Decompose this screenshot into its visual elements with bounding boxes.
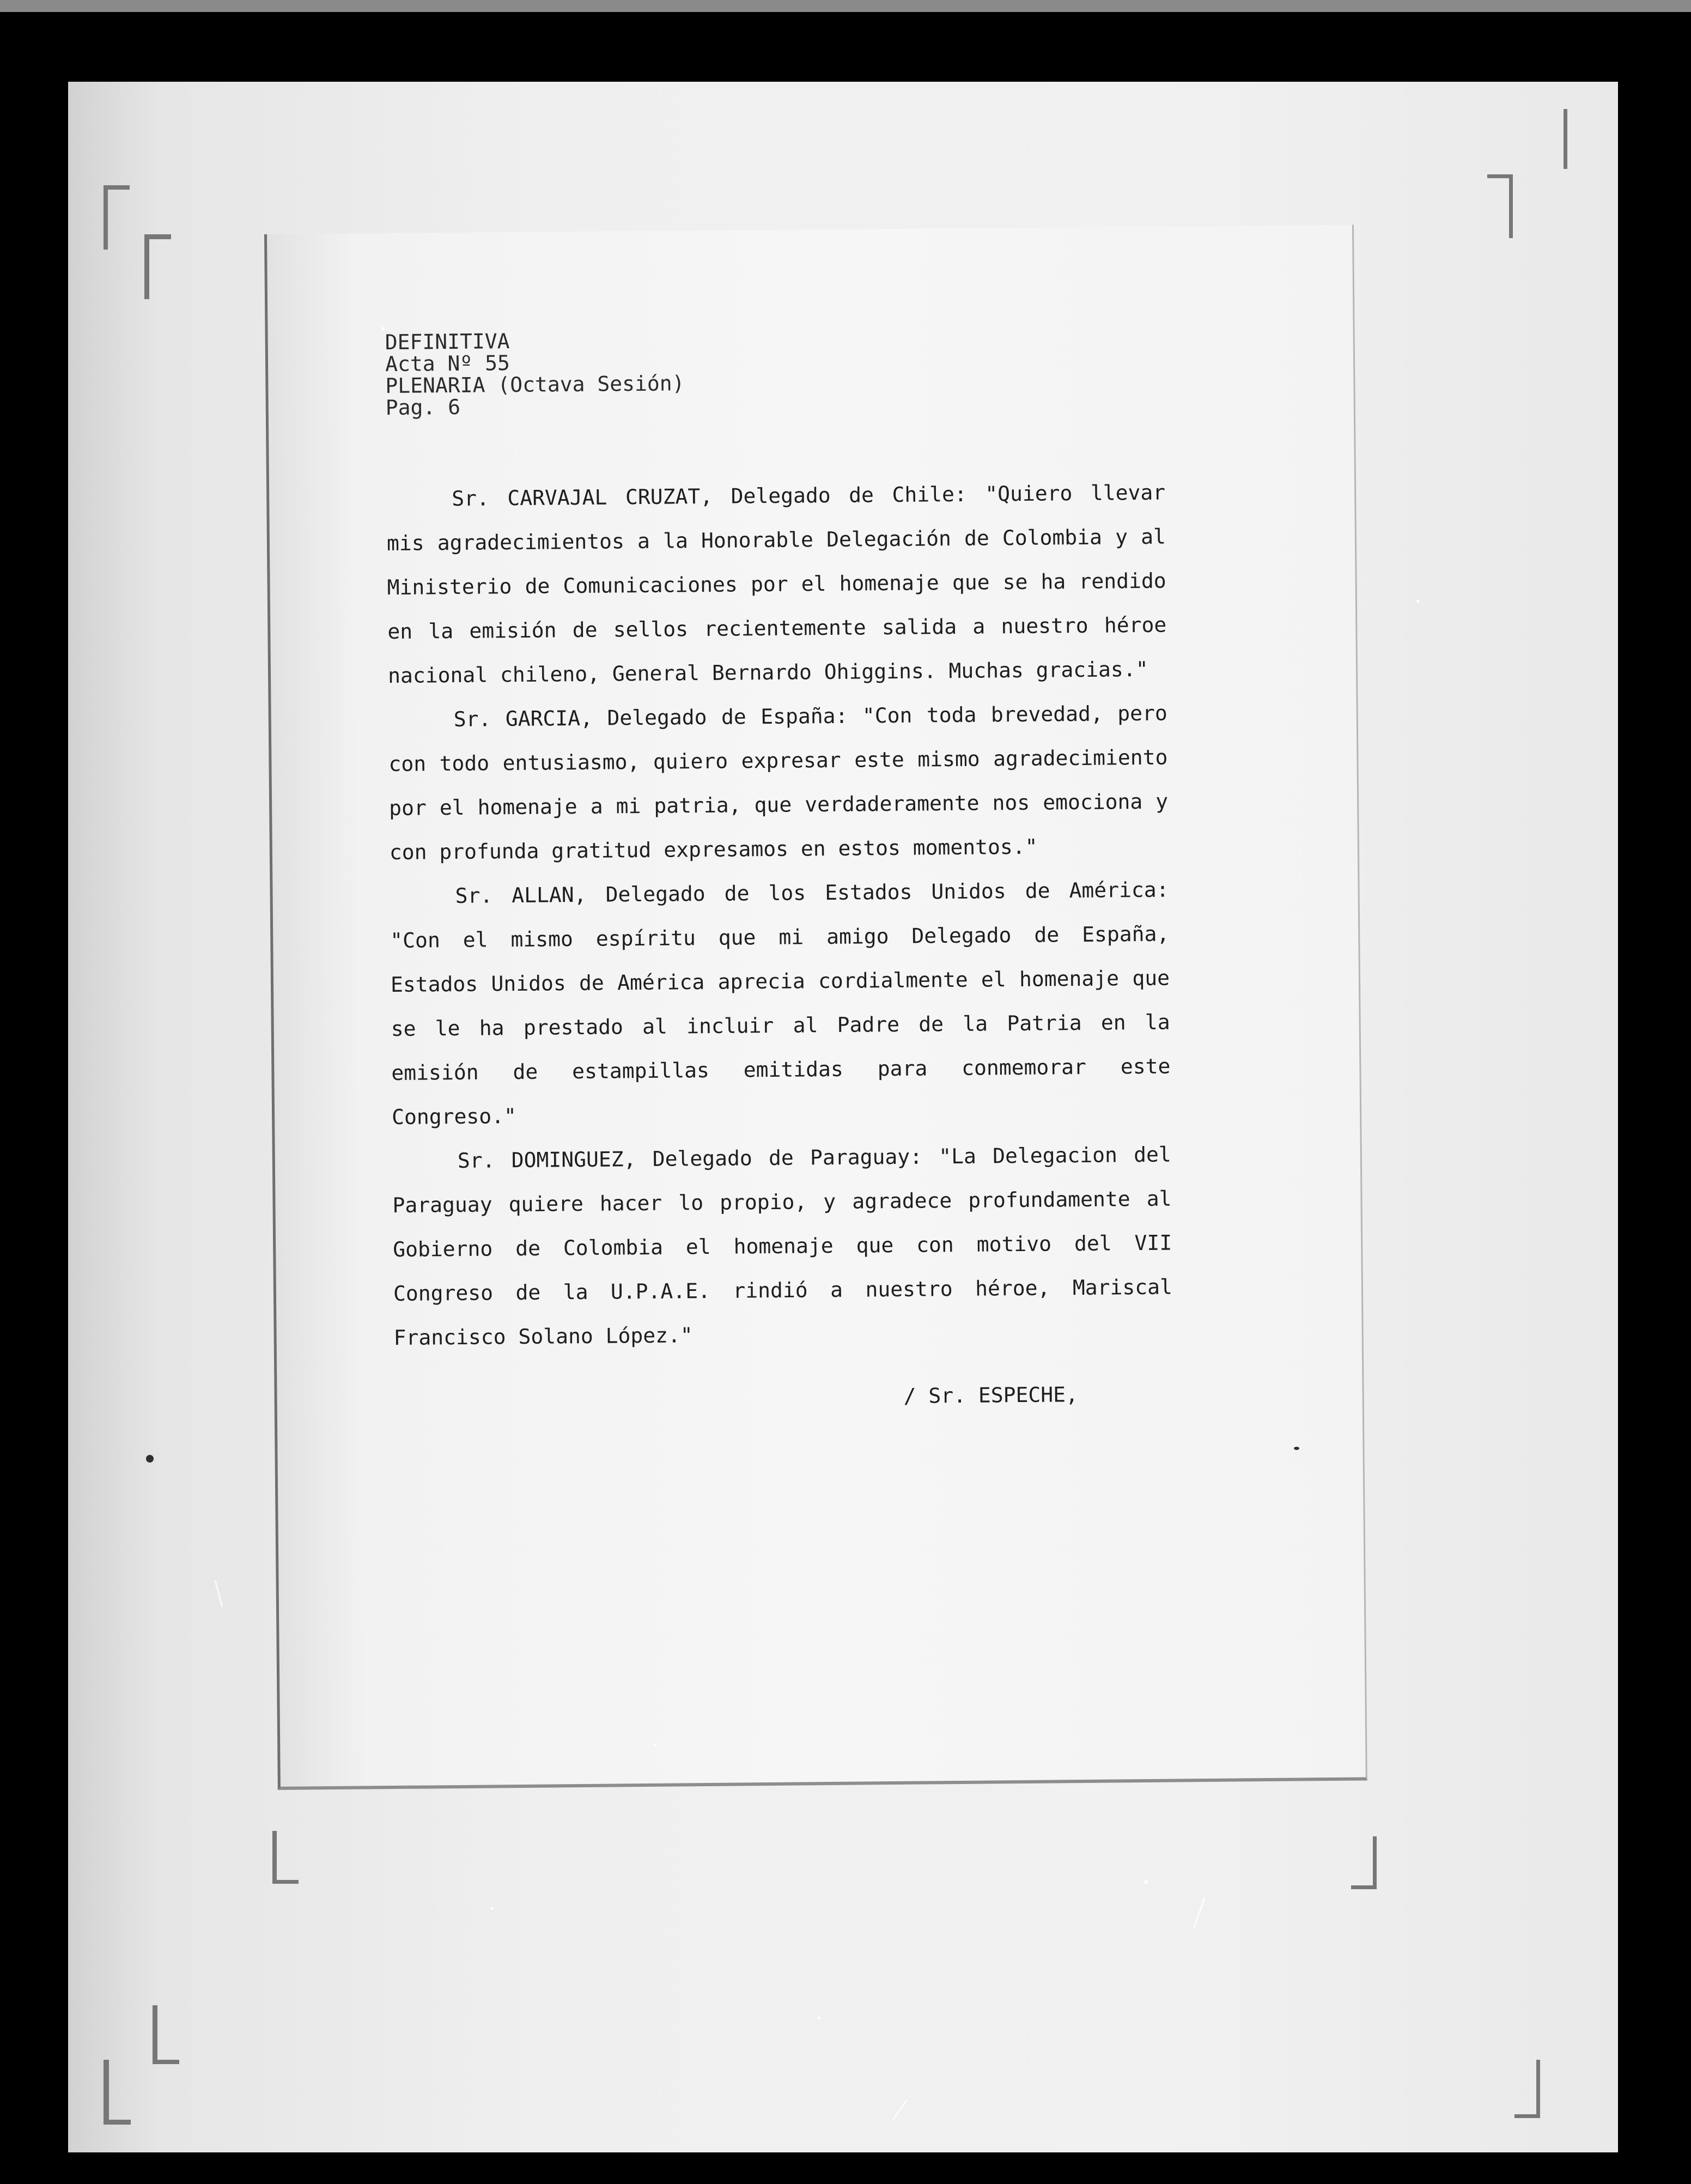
film-speck [1294, 1447, 1299, 1450]
continuation-reference: / Sr. ESPECHE, [903, 1382, 1079, 1408]
crop-mark [272, 1831, 299, 1884]
film-speck [817, 2016, 820, 2019]
crop-mark [1487, 174, 1513, 238]
document-header [385, 329, 685, 418]
header-status: DEFINITIVA [385, 329, 510, 355]
paragraph-espana: Sr. GARCIA, Delegado de España: "Con toda brevedad, pero con todo entusiasmo, quiero expresar este mismo agradecimiento por el homenaje a mi patria, que verdaderamente nos emociona y con profunda gratitud expresamos en estos momentos." [388, 701, 1169, 865]
crop-mark [104, 185, 130, 250]
film-edge-strip [0, 0, 1691, 12]
paragraph-estados-unidos: Sr. ALLAN, Delegado de los Estados Unidos de América: "Con el mismo espíritu que mi amigo Delegado de España, Estados Unidos de América aprecia cordialmente el homenaje que se le ha prestado al incluir al Padre de la Patria en la emisión de estampillas emitidas para conmemorar este Congreso." [390, 877, 1171, 1130]
header-page-number: Pag. 6 [385, 395, 461, 420]
paragraph-chile: Sr. CARVAJAL CRUZAT, Delegado de Chile: "Quiero llevar mis agradecimientos a la Honorable Delegación de Colombia y al Ministerio de Comunicaciones por el homenaje que se ha rendido en la emisión de sellos recientemente salida a nuestro héroe nacional chileno, General Bernardo Ohiggins. Muchas gracias." [386, 480, 1167, 688]
crop-mark [144, 234, 171, 299]
film-speck [146, 1455, 154, 1463]
document-body [386, 471, 1173, 1360]
crop-mark [153, 2005, 179, 2064]
header-session: PLENARIA (Octava Sesión) [385, 371, 685, 398]
crop-mark [1514, 2060, 1540, 2118]
film-speck [654, 1744, 656, 1746]
crop-mark [1542, 109, 1567, 169]
crop-mark [104, 2060, 131, 2125]
film-speck [1416, 599, 1420, 603]
paragraph-paraguay: Sr. DOMINGUEZ, Delegado de Paraguay: "La Delegacion del Paraguay quiere hacer lo propio, y agradece profundamente al Gobierno de Colombia el homenaje que con motivo del VII Congreso de la U.P.A.E. rindió a nuestro héroe, Mariscal Francisco Solano López." [392, 1142, 1173, 1350]
document-page [264, 225, 1367, 1790]
crop-mark [1351, 1836, 1377, 1889]
film-speck [381, 327, 385, 330]
film-speck [490, 1907, 493, 1910]
header-acta-number: Acta Nº 55 [385, 351, 510, 377]
film-speck [1144, 1880, 1148, 1884]
